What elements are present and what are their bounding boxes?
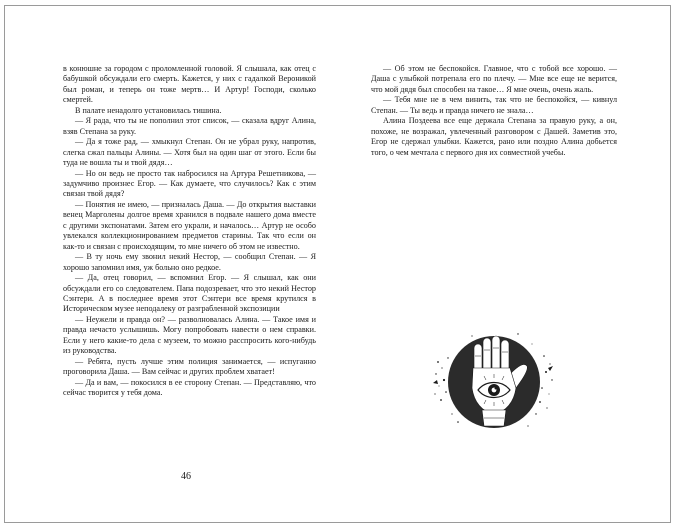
right-page [371,64,617,158]
paragraph: — Об этом не беспокойся. Главное, что с тобой все хорошо. — Даша с улыбкой потрепала его по плечу. — Мне все еще не верится, что мой дядя был способен на такое… Я мне очень, очень жаль. [371,64,617,94]
paragraph: — Да, отец говорил, — вспомнил Егор. — Я слышал, как они обсуждали его со следователем. Папа подозревает, что это некий Нестор Сэнтери. А в последнее время этот Сэнтери все время крутился в Историческом музее неподалеку от разграбленной экспозиции [63,273,316,314]
paragraph: — В ту ночь ему звонил некий Нестор, — сообщил Степан. — Я хорошо запомнил имя, уж больно оно редкое. [63,252,316,272]
book-spread [4,5,671,523]
paragraph: Алина Поздеева все еще держала Степана за правую руку, а он, похоже, не возражал, увлеченный разговором с Дашей. Заметив это, Егор не сдержал улыбки. Кажется, рано или поздно Алина добьется того, о чем мечтала с первого дня их совместной учебы. [371,116,617,157]
paragraph: — Тебя мне не в чем винить, так что не беспокойся, — кивнул Степан. — Ты ведь и правда ничего не знала… [371,95,617,115]
paragraph: — Да я тоже рад, — хмыкнул Степан. Он не убрал руку, напротив, слегка сжал пальцы Алины. — Хотя был на один шаг от этого. Если бы туда не вошла ты и твой дядя… [63,137,316,168]
paragraph: в конюшне за городом с проломленной головой. Я слышала, как отец с бабушкой обсуждали его смерть. Кажется, у них с гадалкой Вероникой был роман, и теперь он тоже мертв… И Артур! Господи, сколько смертей. [63,64,316,105]
paragraph: — Да и вам, — покосился в ее сторону Степан. — Представляю, что сейчас творится у тебя дома. [63,377,316,398]
paragraph: В палате ненадолго установилась тишина. [75,105,222,115]
page-number: 46 [181,471,191,482]
left-page [63,64,316,399]
paragraph: — Неужели и правда он? — разволновалась Алина. — Такое имя и правда нечасто услышишь. Могу попробовать навести о нем справки. Если у него какие-то дела с музеем, то можно расспросить кого-нибудь из руководства. [63,314,316,356]
paragraph: — Понятия не имею, — призналась Даша. — До открытия выставки венец Марголены долгое время хранился в подвале нашего дома вместе с другими экспонатами. Затем его украли, и началось… Артур не особо увлекался коллекционированием предметов старины. Так что если он как-то и связан с происходящим, то мне ничего об этом не известно. [63,199,316,251]
paragraph: — Ребята, пусть лучше этим полиция занимается, — испуганно проговорила Даша. — Вам сейчас и других проблем хватает! [63,356,316,377]
paragraph: — Но он ведь не просто так набросился на Артура Решетникова, — задумчиво произнес Егор. — Как думаете, что случилось? Как с этим связан твой дядя? [63,168,316,199]
all-seeing-eye-hand-icon [432,322,556,446]
paragraph: — Я рада, что ты не пополнил этот список, — сказала вдруг Алина, взяв Степана за руку. [63,116,316,136]
